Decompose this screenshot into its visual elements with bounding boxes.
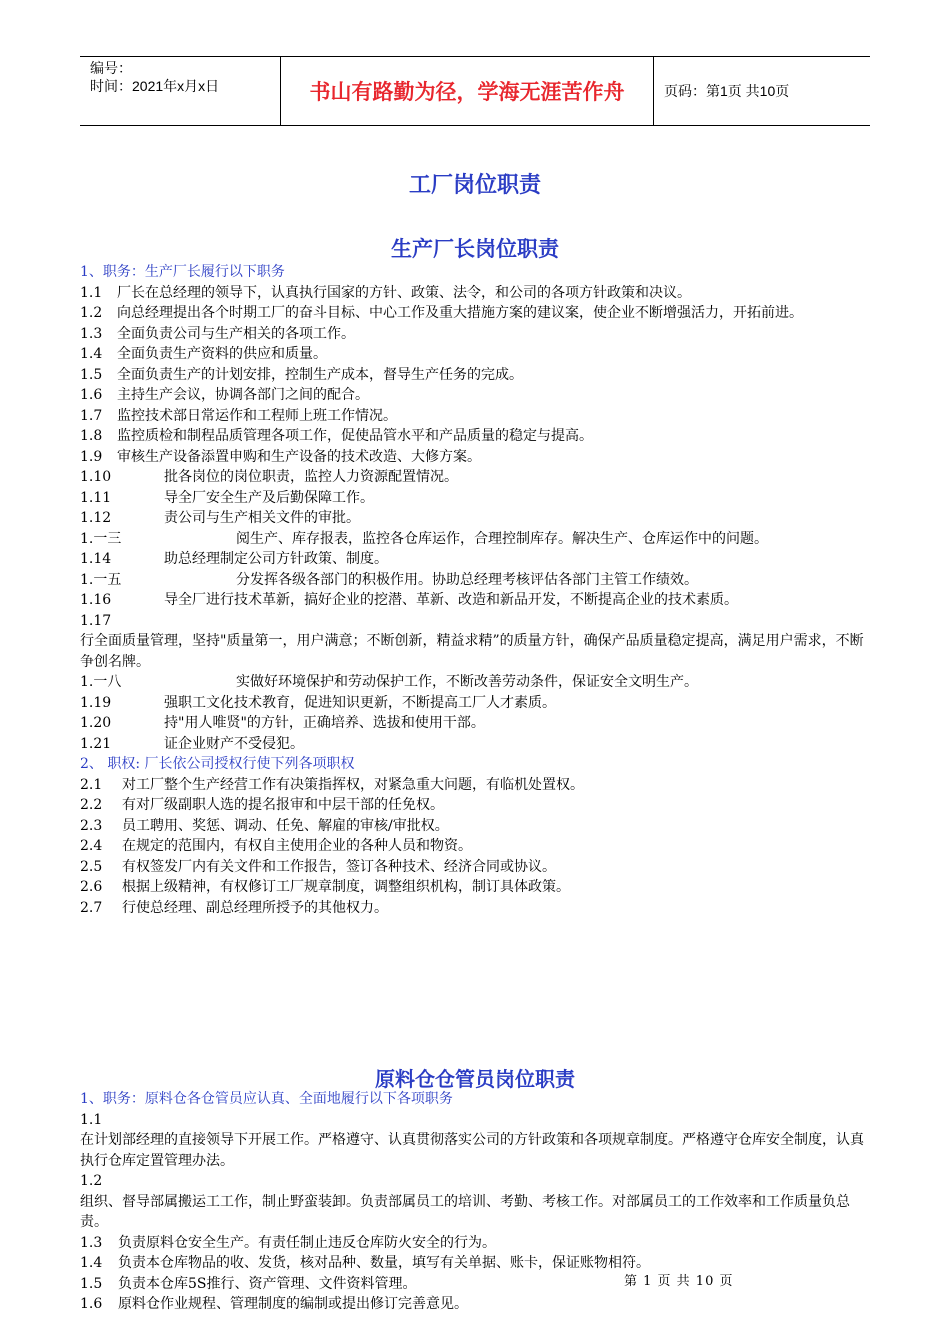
- item-text: 在规定的范围内，有权自主使用企业的各种人员和物资。: [122, 838, 472, 854]
- item-number: 1.3: [80, 1234, 103, 1251]
- item-text: 主持生产会议，协调各部门之间的配合。: [117, 387, 369, 403]
- item-number: 1.8: [80, 428, 103, 444]
- item-number: 1.12: [80, 510, 112, 526]
- list-item: [80, 590, 870, 611]
- item-number: 1.一三: [80, 530, 122, 547]
- item-number: 1.20: [80, 715, 112, 731]
- list-item: [80, 713, 870, 734]
- item-number: 1.4: [80, 346, 103, 362]
- item-number: 1.2: [80, 1173, 103, 1189]
- duty-heading: 1、职务：原料仓各仓管员应认真、全面地履行以下各项职务: [80, 1091, 453, 1107]
- item-text: 监控技术部日常运作和工程师上班工作情况。: [117, 407, 397, 424]
- list-item: [80, 303, 870, 324]
- item-text: 全面负责公司与生产相关的各项工作。: [117, 325, 355, 342]
- factory-director-content: [80, 262, 870, 918]
- section-title-factory-director: 生产厂长岗位职责: [391, 237, 559, 261]
- list-item: [80, 1294, 870, 1315]
- item-text: 导全厂安全生产及后勤保障工作。: [164, 489, 374, 506]
- item-text: 责公司与生产相关文件的审批。: [164, 510, 360, 526]
- power-heading: 2、 职权: 厂长依公司授权行使下列各项职权: [80, 756, 355, 772]
- list-item: [80, 447, 870, 468]
- list-item: [80, 488, 870, 509]
- section-title-warehouse-keeper: 原料仓仓管员岗位职责: [375, 1067, 575, 1091]
- item-text: 在计划部经理的直接领导下开展工作。严格遵守、认真贯彻落实公司的方针政策和各项规章制度。严格遵守仓库安全制度，认真执行仓库定置管理办法。: [80, 1132, 864, 1169]
- item-text: 助总经理制定公司方针政策、制度。: [164, 551, 388, 567]
- item-number: 1.1: [80, 284, 103, 301]
- list-item: [80, 836, 870, 857]
- item-text: 分发挥各级各部门的积极作用。协助总经理考核评估各部门主管工作绩效。: [236, 571, 698, 588]
- item-number: 1.5: [80, 366, 103, 383]
- list-item: [80, 734, 870, 755]
- item-text: 负责本仓库5S推行、资产管理、文件资料管理。: [118, 1275, 417, 1292]
- list-item: [80, 775, 870, 796]
- item-number: 1.2: [80, 305, 103, 321]
- document-title: 工厂岗位职责: [408, 173, 541, 198]
- item-text: 有权签发厂内有关文件和工作报告，签订各种技术、经济合同或协议。: [122, 858, 556, 875]
- item-text: 监控质检和制程品质管理各项工作，促使品管水平和产品质量的稳定与提高。: [117, 428, 593, 444]
- item-text: 负责原料仓安全生产。有责任制止违反仓库防火安全的行为。: [118, 1234, 496, 1251]
- list-item: [80, 1253, 870, 1274]
- list-item: [80, 898, 870, 919]
- item-text: 对工厂整个生产经营工作有决策指挥权，对紧急重大问题，有临机处置权。: [122, 776, 584, 793]
- item-number: 1.一五: [80, 571, 122, 588]
- item-text: 阅生产、库存报表，监控各仓库运作，合理控制库存。解决生产、仓库运作中的问题。: [236, 530, 768, 547]
- list-item: [80, 406, 870, 427]
- item-text: 强职工文化技术教育，促进知识更新，不断提高工厂人才素质。: [164, 694, 556, 711]
- list-item: [80, 611, 870, 673]
- header-page-info: 页码：第1页 共10页: [664, 83, 790, 99]
- item-text: 实做好环境保护和劳动保护工作，不断改善劳动条件，保证安全文明生产。: [236, 674, 698, 690]
- list-item: [80, 283, 870, 304]
- list-item: [80, 344, 870, 365]
- header-meta: [80, 57, 281, 125]
- item-number: 2.6: [80, 879, 103, 895]
- warehouse-keeper-content: [80, 1089, 870, 1315]
- list-item: [80, 816, 870, 837]
- item-text: 负责本仓库物品的收、发货，核对品种、数量，填写有关单据、账卡，保证账物相符。: [118, 1255, 650, 1271]
- item-number: 1.19: [80, 694, 112, 711]
- item-number: 1.21: [80, 735, 112, 752]
- item-number: 2.7: [80, 899, 103, 916]
- item-number: 1.1: [80, 1111, 103, 1128]
- list-item: [80, 1274, 870, 1295]
- item-number: 1.7: [80, 407, 103, 424]
- list-item: [80, 1171, 870, 1233]
- list-item: [80, 693, 870, 714]
- item-number: 1.6: [80, 1296, 103, 1312]
- list-item: [80, 549, 870, 570]
- item-text: 根据上级精神，有权修订工厂规章制度，调整组织机构，制订具体政策。: [122, 879, 570, 895]
- item-text: 导全厂进行技术革新，搞好企业的挖潜、革新、改造和新品开发，不断提高企业的技术素质。: [164, 592, 738, 608]
- item-number: 2.2: [80, 797, 103, 813]
- item-number: 2.1: [80, 776, 103, 793]
- item-number: 1.5: [80, 1275, 103, 1292]
- page-footer: 第 1 页 共 10 页: [624, 1274, 734, 1289]
- page-header: [80, 56, 870, 126]
- doc-number-label: 编号：: [90, 60, 132, 76]
- item-number: 1.17: [80, 612, 112, 629]
- list-item: [80, 365, 870, 386]
- item-text: 员工聘用、奖惩、调动、任免、解雇的审核/审批权。: [122, 817, 449, 834]
- item-number: 2.3: [80, 817, 103, 834]
- list-item: [80, 508, 870, 529]
- item-text: 行使总经理、副总经理所授予的其他权力。: [122, 899, 388, 916]
- item-text: 组织、督导部属搬运工工作，制止野蛮装卸。负责部属员工的培训、考勤、考核工作。对部属员工的工作效率和工作质量负总责。: [80, 1193, 850, 1230]
- item-text: 证企业财产不受侵犯。: [164, 735, 304, 752]
- item-number: 1.6: [80, 387, 103, 403]
- list-item: [80, 426, 870, 447]
- item-text: 行全面质量管理，坚持"质量第一，用户满意；不断创新，精益求精”的质量方针，确保产品质量稳定提高，满足用户需求，不断争创名牌。: [80, 633, 864, 670]
- list-item: [80, 1233, 870, 1254]
- item-text: 全面负责生产的计划安排，控制生产成本，督导生产任务的完成。: [117, 366, 523, 383]
- item-text: 向总经理提出各个时期工厂的奋斗目标、中心工作及重大措施方案的建议案，使企业不断增强活力，开拓前进。: [117, 305, 803, 321]
- item-text: 审核生产设备添置申购和生产设备的技术改造、大修方案。: [117, 448, 481, 465]
- item-number: 1.4: [80, 1255, 103, 1271]
- item-number: 2.4: [80, 838, 103, 854]
- item-number: 1.9: [80, 448, 103, 465]
- item-text: 原料仓作业规程、管理制度的编制或提出修订完善意见。: [118, 1296, 468, 1312]
- list-item: [80, 385, 870, 406]
- list-item: [80, 1110, 870, 1172]
- list-item: [80, 857, 870, 878]
- item-number: 1.10: [80, 469, 112, 485]
- item-text: 厂长在总经理的领导下，认真执行国家的方针、政策、法令，和公司的各项方针政策和决议。: [117, 284, 691, 301]
- item-number: 1.3: [80, 325, 103, 342]
- list-item: [80, 672, 870, 693]
- item-text: 批各岗位的岗位职责，监控人力资源配置情况。: [164, 469, 458, 485]
- header-motto: 书山有路勤为径，学海无涯苦作舟: [281, 57, 654, 125]
- item-number: 1.11: [80, 489, 112, 506]
- list-item: [80, 467, 870, 488]
- item-text: 持"用人唯贤"的方针，正确培养、选拔和使用干部。: [164, 715, 485, 731]
- item-text: 全面负责生产资料的供应和质量。: [117, 346, 327, 362]
- item-number: 1.一八: [80, 674, 122, 690]
- list-item: [80, 529, 870, 550]
- duty-heading: 1、职务：生产厂长履行以下职务: [80, 264, 285, 280]
- list-item: [80, 324, 870, 345]
- item-number: 1.16: [80, 592, 112, 608]
- doc-time-label: 时间：2021年x月x日: [90, 78, 220, 94]
- list-item: [80, 795, 870, 816]
- item-number: 1.14: [80, 551, 112, 567]
- list-item: [80, 570, 870, 591]
- item-text: 有对厂级副职人选的提名报审和中层干部的任免权。: [122, 797, 444, 813]
- list-item: [80, 877, 870, 898]
- item-number: 2.5: [80, 858, 103, 875]
